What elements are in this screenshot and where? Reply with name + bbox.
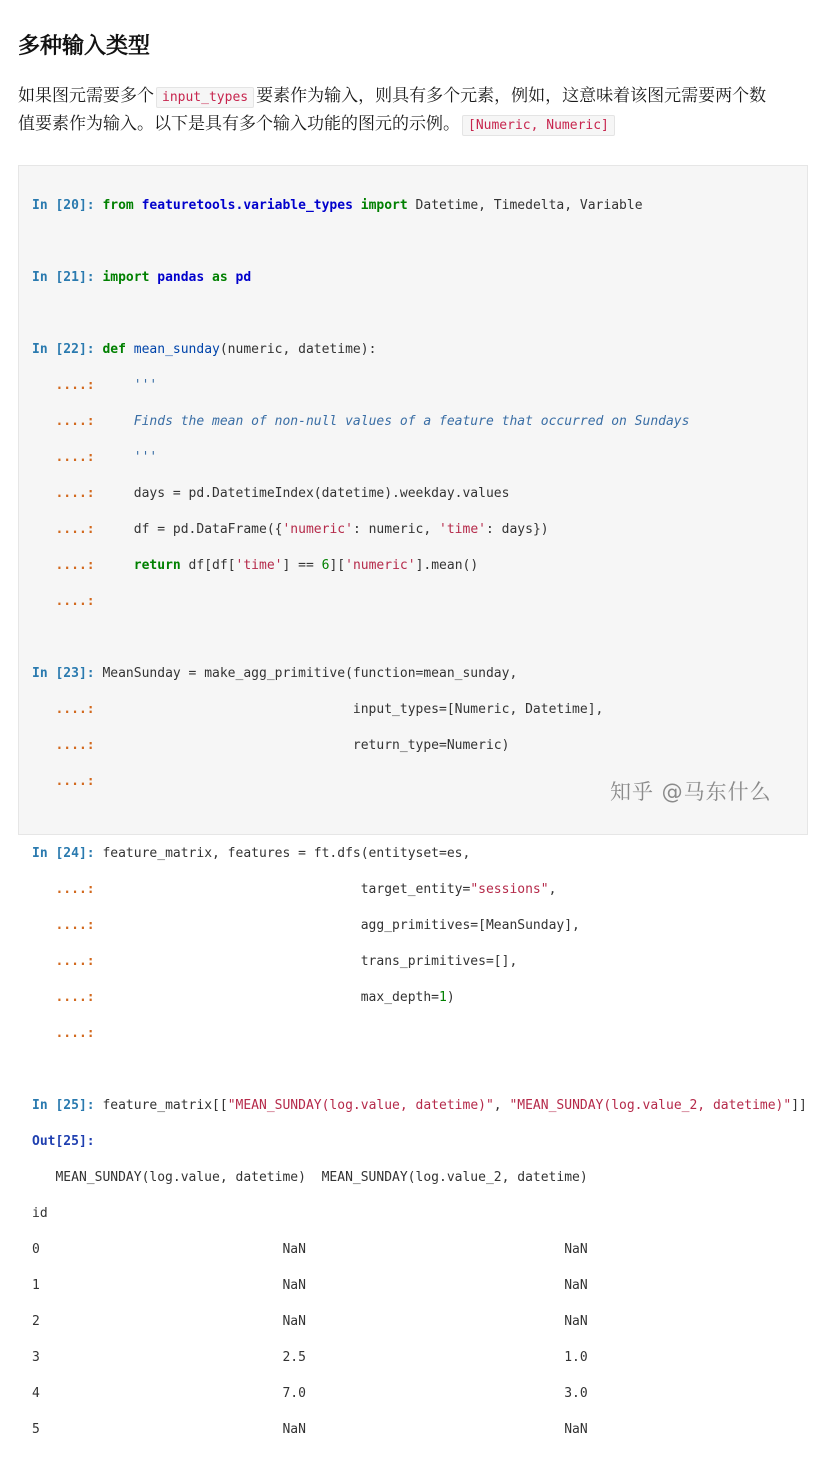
code-line [32, 917, 807, 935]
code-text: input_types=[Numeric, Datetime], [94, 702, 604, 717]
paragraph-line-2 [18, 110, 818, 138]
docstring: ''' [133, 450, 158, 465]
output-row: 0 NaN NaN [32, 1242, 588, 1257]
description-paragraph [18, 82, 818, 138]
continuation-prompt: ....: [32, 954, 95, 969]
paragraph-text: 如果图元需要多个 [18, 86, 154, 106]
input-prompt: In [24]: [32, 846, 95, 861]
output-row: 2 NaN NaN [32, 1314, 588, 1329]
string-literal: 'time' [439, 522, 486, 537]
code-line [32, 701, 807, 719]
blank-line [32, 809, 807, 827]
code-block[interactable] [32, 179, 807, 1457]
paragraph-line-1 [18, 82, 818, 110]
code-line [32, 521, 807, 539]
string-literal: "sessions" [470, 882, 549, 897]
code-text: max_depth= [94, 990, 439, 1005]
string-literal: 'time' [235, 558, 283, 573]
code-text: trans_primitives=[], [94, 954, 518, 969]
string-literal: 'numeric' [282, 522, 353, 537]
continuation-prompt: ....: [32, 594, 95, 609]
code-line [32, 377, 807, 395]
zhihu-watermark: 知乎 @马东什么 [610, 780, 772, 804]
code-line [32, 989, 807, 1007]
continuation-prompt: ....: [32, 882, 95, 897]
code-line [32, 269, 807, 287]
output-row: 5 NaN NaN [32, 1422, 588, 1437]
continuation-prompt: ....: [32, 774, 95, 789]
code-text: target_entity= [94, 882, 471, 897]
code-text: ) [446, 990, 455, 1005]
code-text: , [548, 882, 557, 897]
module-name: featuretools.variable_types [141, 198, 353, 213]
output-row: 3 2.5 1.0 [32, 1350, 588, 1365]
code-text: df[df[ [180, 558, 236, 573]
code-text: (numeric, datetime): [219, 342, 377, 357]
continuation-prompt: ....: [32, 414, 95, 429]
code-text: : numeric, [352, 522, 440, 537]
keyword: return [133, 558, 181, 573]
continuation-prompt: ....: [32, 378, 95, 393]
input-prompt: In [20]: [32, 198, 95, 213]
code-text: df = pd.DataFrame({ [133, 522, 283, 537]
string-literal: "MEAN_SUNDAY(log.value_2, datetime)" [509, 1098, 792, 1113]
blank-line [32, 629, 807, 647]
code-text: ] == [282, 558, 322, 573]
continuation-prompt: ....: [32, 558, 95, 573]
input-prompt: In [23]: [32, 666, 95, 681]
continuation-prompt: ....: [32, 918, 95, 933]
code-line [32, 485, 807, 503]
code-text: ][ [329, 558, 346, 573]
number-literal: 1 [439, 990, 447, 1005]
number-literal: 6 [321, 558, 330, 573]
code-text: MeanSunday = make_agg_primitive(function=mean_sunday, [102, 666, 518, 681]
continuation-prompt: ....: [32, 738, 95, 753]
code-line [32, 1133, 807, 1151]
string-literal: 'numeric' [345, 558, 416, 573]
continuation-prompt: ....: [32, 1026, 95, 1041]
docstring: Finds the mean of non-null values of a feature that occurred on Sundays [133, 414, 690, 429]
blank-line [32, 305, 807, 323]
code-text: Datetime, Timedelta, Variable [407, 198, 643, 213]
section-title: 多种输入类型 [18, 34, 151, 59]
code-text: feature_matrix[[ [102, 1098, 228, 1113]
code-text: feature_matrix, features = ft.dfs(entityset=es, [102, 846, 471, 861]
code-text: : days}) [486, 522, 549, 537]
paragraph-text: 要素作为输入，则具有多个元素，例如，这意味着该图元需要两个数 [256, 86, 767, 106]
keyword: import [360, 198, 408, 213]
output-prompt: Out[25]: [32, 1134, 95, 1149]
code-line [32, 881, 807, 899]
continuation-prompt: ....: [32, 990, 95, 1005]
keyword: as [212, 270, 228, 285]
code-text: days = pd.DatetimeIndex(datetime).weekday.values [133, 486, 510, 501]
output-header-row: MEAN_SUNDAY(log.value, datetime) MEAN_SUNDAY(log.value_2, datetime) [32, 1170, 588, 1185]
code-line [32, 1025, 807, 1043]
blank-line [32, 233, 807, 251]
input-prompt: In [22]: [32, 342, 95, 357]
output-row: 4 7.0 3.0 [32, 1386, 588, 1401]
docstring: ''' [133, 378, 158, 393]
inline-code-input-types: input_types [156, 87, 254, 108]
output-row: 1 NaN NaN [32, 1278, 588, 1293]
code-line [32, 449, 807, 467]
code-text: agg_primitives=[MeanSunday], [94, 918, 580, 933]
code-line [32, 1097, 807, 1115]
code-line [32, 557, 807, 575]
keyword: from [102, 198, 134, 213]
keyword: def [102, 342, 126, 357]
continuation-prompt: ....: [32, 486, 95, 501]
blank-line [32, 1061, 807, 1079]
continuation-prompt: ....: [32, 702, 95, 717]
code-line [32, 197, 807, 215]
code-text: ].mean() [415, 558, 479, 573]
input-prompt: In [25]: [32, 1098, 95, 1113]
code-text: ]] [791, 1098, 807, 1113]
code-line [32, 665, 807, 683]
continuation-prompt: ....: [32, 450, 95, 465]
code-line [32, 413, 807, 431]
code-line [32, 737, 807, 755]
inline-code-numeric-numeric: [Numeric, Numeric] [462, 115, 615, 136]
code-line [32, 593, 807, 611]
module-alias: pd [235, 270, 252, 285]
paragraph-text: 值要素作为输入。以下是具有多个输入功能的图元的示例。 [18, 114, 460, 134]
code-line [32, 341, 807, 359]
code-line [32, 845, 807, 863]
string-literal: "MEAN_SUNDAY(log.value, datetime)" [227, 1098, 494, 1113]
code-line [32, 953, 807, 971]
output-index-name: id [32, 1206, 48, 1221]
code-text: , [493, 1098, 510, 1113]
code-text: return_type=Numeric) [94, 738, 510, 753]
input-prompt: In [21]: [32, 270, 95, 285]
module-name: pandas [157, 270, 205, 285]
function-name: mean_sunday [133, 342, 220, 357]
continuation-prompt: ....: [32, 522, 95, 537]
keyword: import [102, 270, 150, 285]
